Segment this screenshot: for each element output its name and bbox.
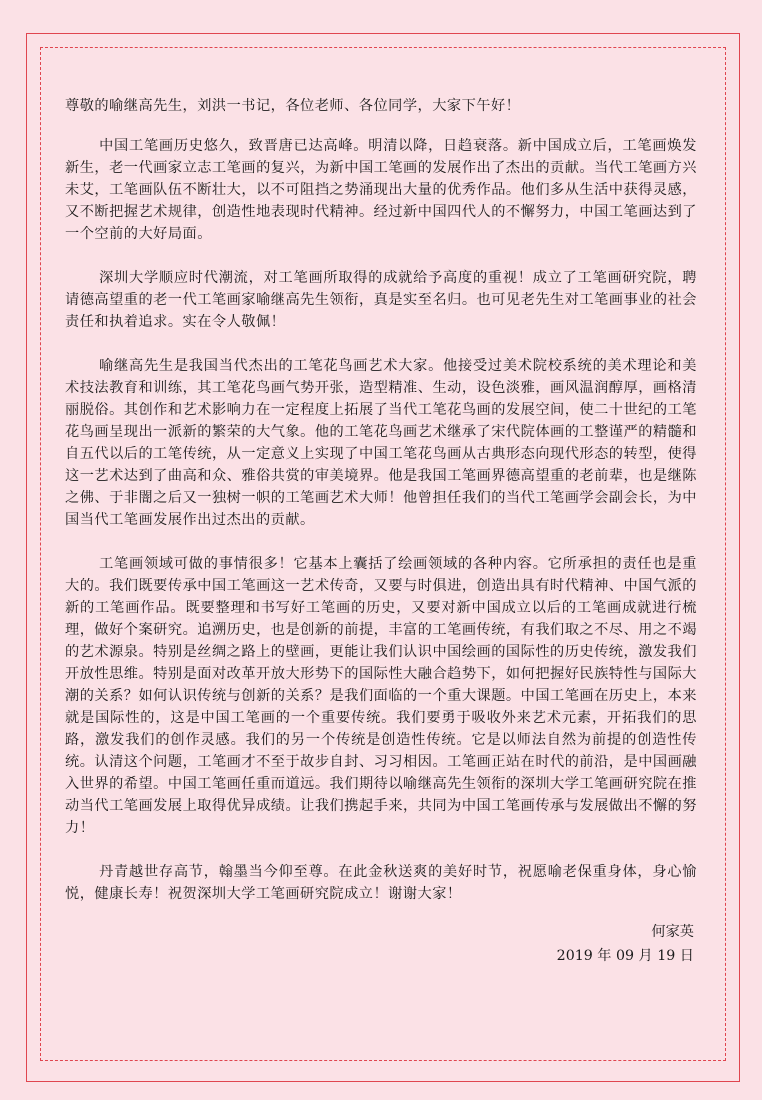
signature-block [557, 920, 694, 968]
signature-name: 何家英 [651, 924, 694, 940]
greeting: 尊敬的喻继高先生，刘洪一书记，各位老师、各位同学，大家下午好！ [65, 98, 521, 114]
paragraph-shenzhen-university: 深圳大学顺应时代潮流，对工笔画所取得的成就给予高度的重视！成立了工笔画研究院，聘请德高望重的老一代工笔画家喻继高先生领衔，真是实至名归。也可见老先生对工笔画事业的社会责任和执着追求。实在令人敬佩！ [65, 270, 697, 330]
paragraph-closing: 丹青越世存高节，翰墨当今仰至尊。在此金秋送爽的美好时节，祝愿喻老保重身体，身心愉悦，健康长寿！祝贺深圳大学工笔画研究院成立！谢谢大家！ [65, 864, 697, 902]
paragraph-history: 中国工笔画历史悠久，致晋唐已达高峰。明清以降，日趋衰落。新中国成立后，工笔画焕发新生，老一代画家立志工笔画的复兴，为新中国工笔画的发展作出了杰出的贡献。当代工笔画方兴未艾，工笔画队伍不断壮大，以不可阻挡之势涌现出大量的优秀作品。他们多从生活中获得灵感，又不断把握艺术规律，创造性地表现时代精神。经过新中国四代人的不懈努力，中国工笔画达到了一个空前的大好局面。 [65, 138, 697, 242]
paragraph-tasks: 工笔画领域可做的事情很多！它基本上囊括了绘画领域的各种内容。它所承担的责任也是重大的。我们既要传承中国工笔画这一艺术传奇，又要与时俱进，创造出具有时代精神、中国气派的新的工笔画作品。既要整理和书写好工笔画的历史，又要对新中国成立以后的工笔画成就进行梳理，做好个案研究。追溯历史，也是创新的前提，丰富的工笔画传统，有我们取之不尽、用之不竭的艺术源泉。特别是丝绸之路上的壁画，更能让我们认识中国绘画的国际性的历史传统，激发我们开放性思维。特别是面对改革开放大形势下的国际性大融合趋势下，如何把握好民族特性与国际大潮的关系？如何认识传统与创新的关系？是我们面临的一个重大课题。中国工笔画在历史上，本来就是国际性的，这是中国工笔画的一个重要传统。我们要勇于吸收外来艺术元素，开拓我们的思路，激发我们的创作灵感。我们的另一个传统是创造性传统。它是以师法自然为前提的创造性传统。认清这个问题，工笔画才不至于故步自封、习习相因。工笔画正站在时代的前沿，是中国画融入世界的希望。中国工笔画任重而道远。我们期待以喻继高先生领衔的深圳大学工笔画研究院在推动当代工笔画发展上取得优异成绩。让我们携起手来，共同为中国工笔画传承与发展做出不懈的努力！ [65, 556, 697, 836]
paragraph-yu-jigao: 喻继高先生是我国当代杰出的工笔花鸟画艺术大家。他接受过美术院校系统的美术理论和美术技法教育和训练，其工笔花鸟画气势开张，造型精准、生动，设色淡雅，画风温润醇厚，画格清丽脱俗。其创作和艺术影响力在一定程度上拓展了当代工笔花鸟画的发展空间，使二十世纪的工笔花鸟画呈现出一派新的繁荣的大气象。他的工笔花鸟画艺术继承了宋代院体画的工整谨严的精髓和自五代以后的工笔传统，从一定意义上实现了中国工笔花鸟画从古典形态向现代形态的转型，使得这一艺术达到了曲高和众、雅俗共赏的审美境界。他是我国工笔画界德高望重的老前辈，也是继陈之佛、于非闇之后又一独树一帜的工笔画艺术大师！他曾担任我们的当代工笔画学会副会长，为中国当代工笔画发展作出过杰出的贡献。 [65, 358, 697, 528]
signature-date: 2019 年 09 月 19 日 [556, 948, 694, 964]
letter-body [65, 95, 697, 927]
